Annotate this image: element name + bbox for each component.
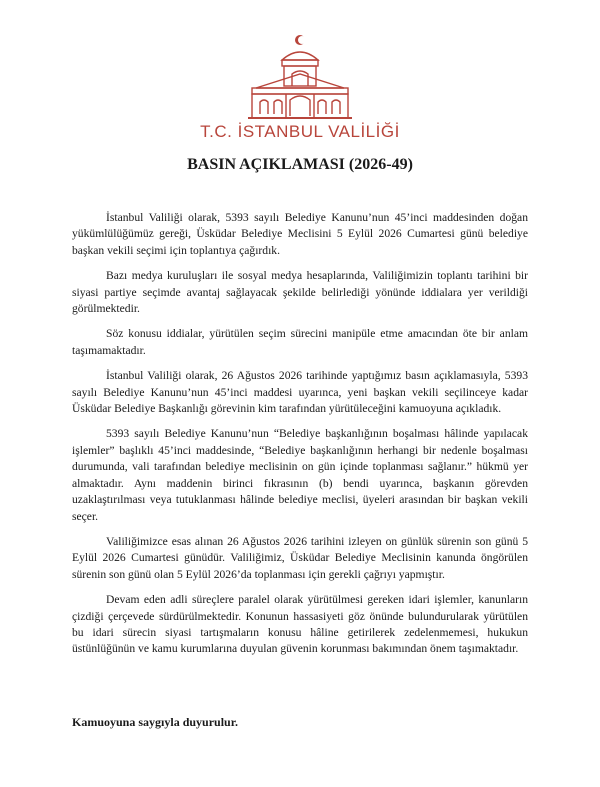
paragraph: Söz konusu iddialar, yürütülen seçim sürecini manipüle etme amacından öte bir anlam taşımamaktadır. bbox=[72, 327, 528, 357]
document-body bbox=[72, 210, 528, 667]
paragraph: İstanbul Valiliği olarak, 5393 sayılı Belediye Kanunu’nun 45’inci maddesinden doğan yükümlülüğümüz gereği, Üsküdar Belediye Meclisini 5 Eylül 2026 Cumartesi günü belediye başkan vekili seçimi için toplantıya çağırdık. bbox=[72, 211, 528, 257]
paragraph: İstanbul Valiliği olarak, 26 Ağustos 2026 tarihinde yaptığımız basın açıklamasıyla, 5393 sayılı Belediye Kanunu’nun 45’inci maddesi uyarınca, yeni başkan vekili seçilinceye kadar Üsküdar Belediye Başkanlığı görevinin kim tarafından yürütüleceğini kamuoyuna açıkladık. bbox=[72, 369, 528, 416]
paragraph: Devam eden adli süreçlere paralel olarak yürütülmesi gereken idari işlemler, kanunların çizdiği çerçevede sürdürülmektedir. Konunun hassasiyeti göz önünde bulundurularak yürütülen bu idari sürecin siyasi tartışmaların konusu hâline getirilerek zedelenmemesi, hukukun üstünlüğünün ve kamu kurumlarına duyulan güvenin korunması bakımından önem taşımaktadır. bbox=[72, 593, 528, 656]
closing-statement: Kamuoyuna saygıyla duyurulur. bbox=[72, 715, 238, 729]
document-title: BASIN AÇIKLAMASI (2026-49) bbox=[187, 156, 413, 173]
organization-name: T.C. İSTANBUL VALİLİĞİ bbox=[200, 122, 400, 141]
paragraph: Bazı medya kuruluşları ile sosyal medya hesaplarında, Valiliğimizin toplantı tarihini bir siyasi partiye seçimde avantaj sağlayacak şekilde belirlediği yönünde iddialara yer verildiği görülmektedir. bbox=[72, 269, 528, 316]
paragraph: 5393 sayılı Belediye Kanunu’nun “Belediye başkanlığının boşalması hâlinde yapılacak işlemler” başlıklı 45’inci maddesinde, “Belediye başkanlığının herhangi bir nedenle boşalması durumunda, vali tarafından belediye meclisinin on gün içinde toplanması sağlanır.” hükmü yer almaktadır. Aynı maddenin birinci fıkrasının (b) bendi uyarınca, başkanın görevden uzaklaştırılması veya tutuklanması hâlinde belediye meclisi, üyeleri arasından bir başkan vekili seçer. bbox=[72, 427, 528, 523]
paragraph: Valiliğimizce esas alınan 26 Ağustos 2026 tarihini izleyen on günlük sürenin son günü 5 Eylül 2026 Cumartesi günüdür. Valiliğimiz, Üsküdar Belediye Meclisinin kanunda öngörülen sürenin son günü olan 5 Eylül 2026’da toplanması için gerekli çağrıyı yapmıştır. bbox=[72, 534, 528, 581]
